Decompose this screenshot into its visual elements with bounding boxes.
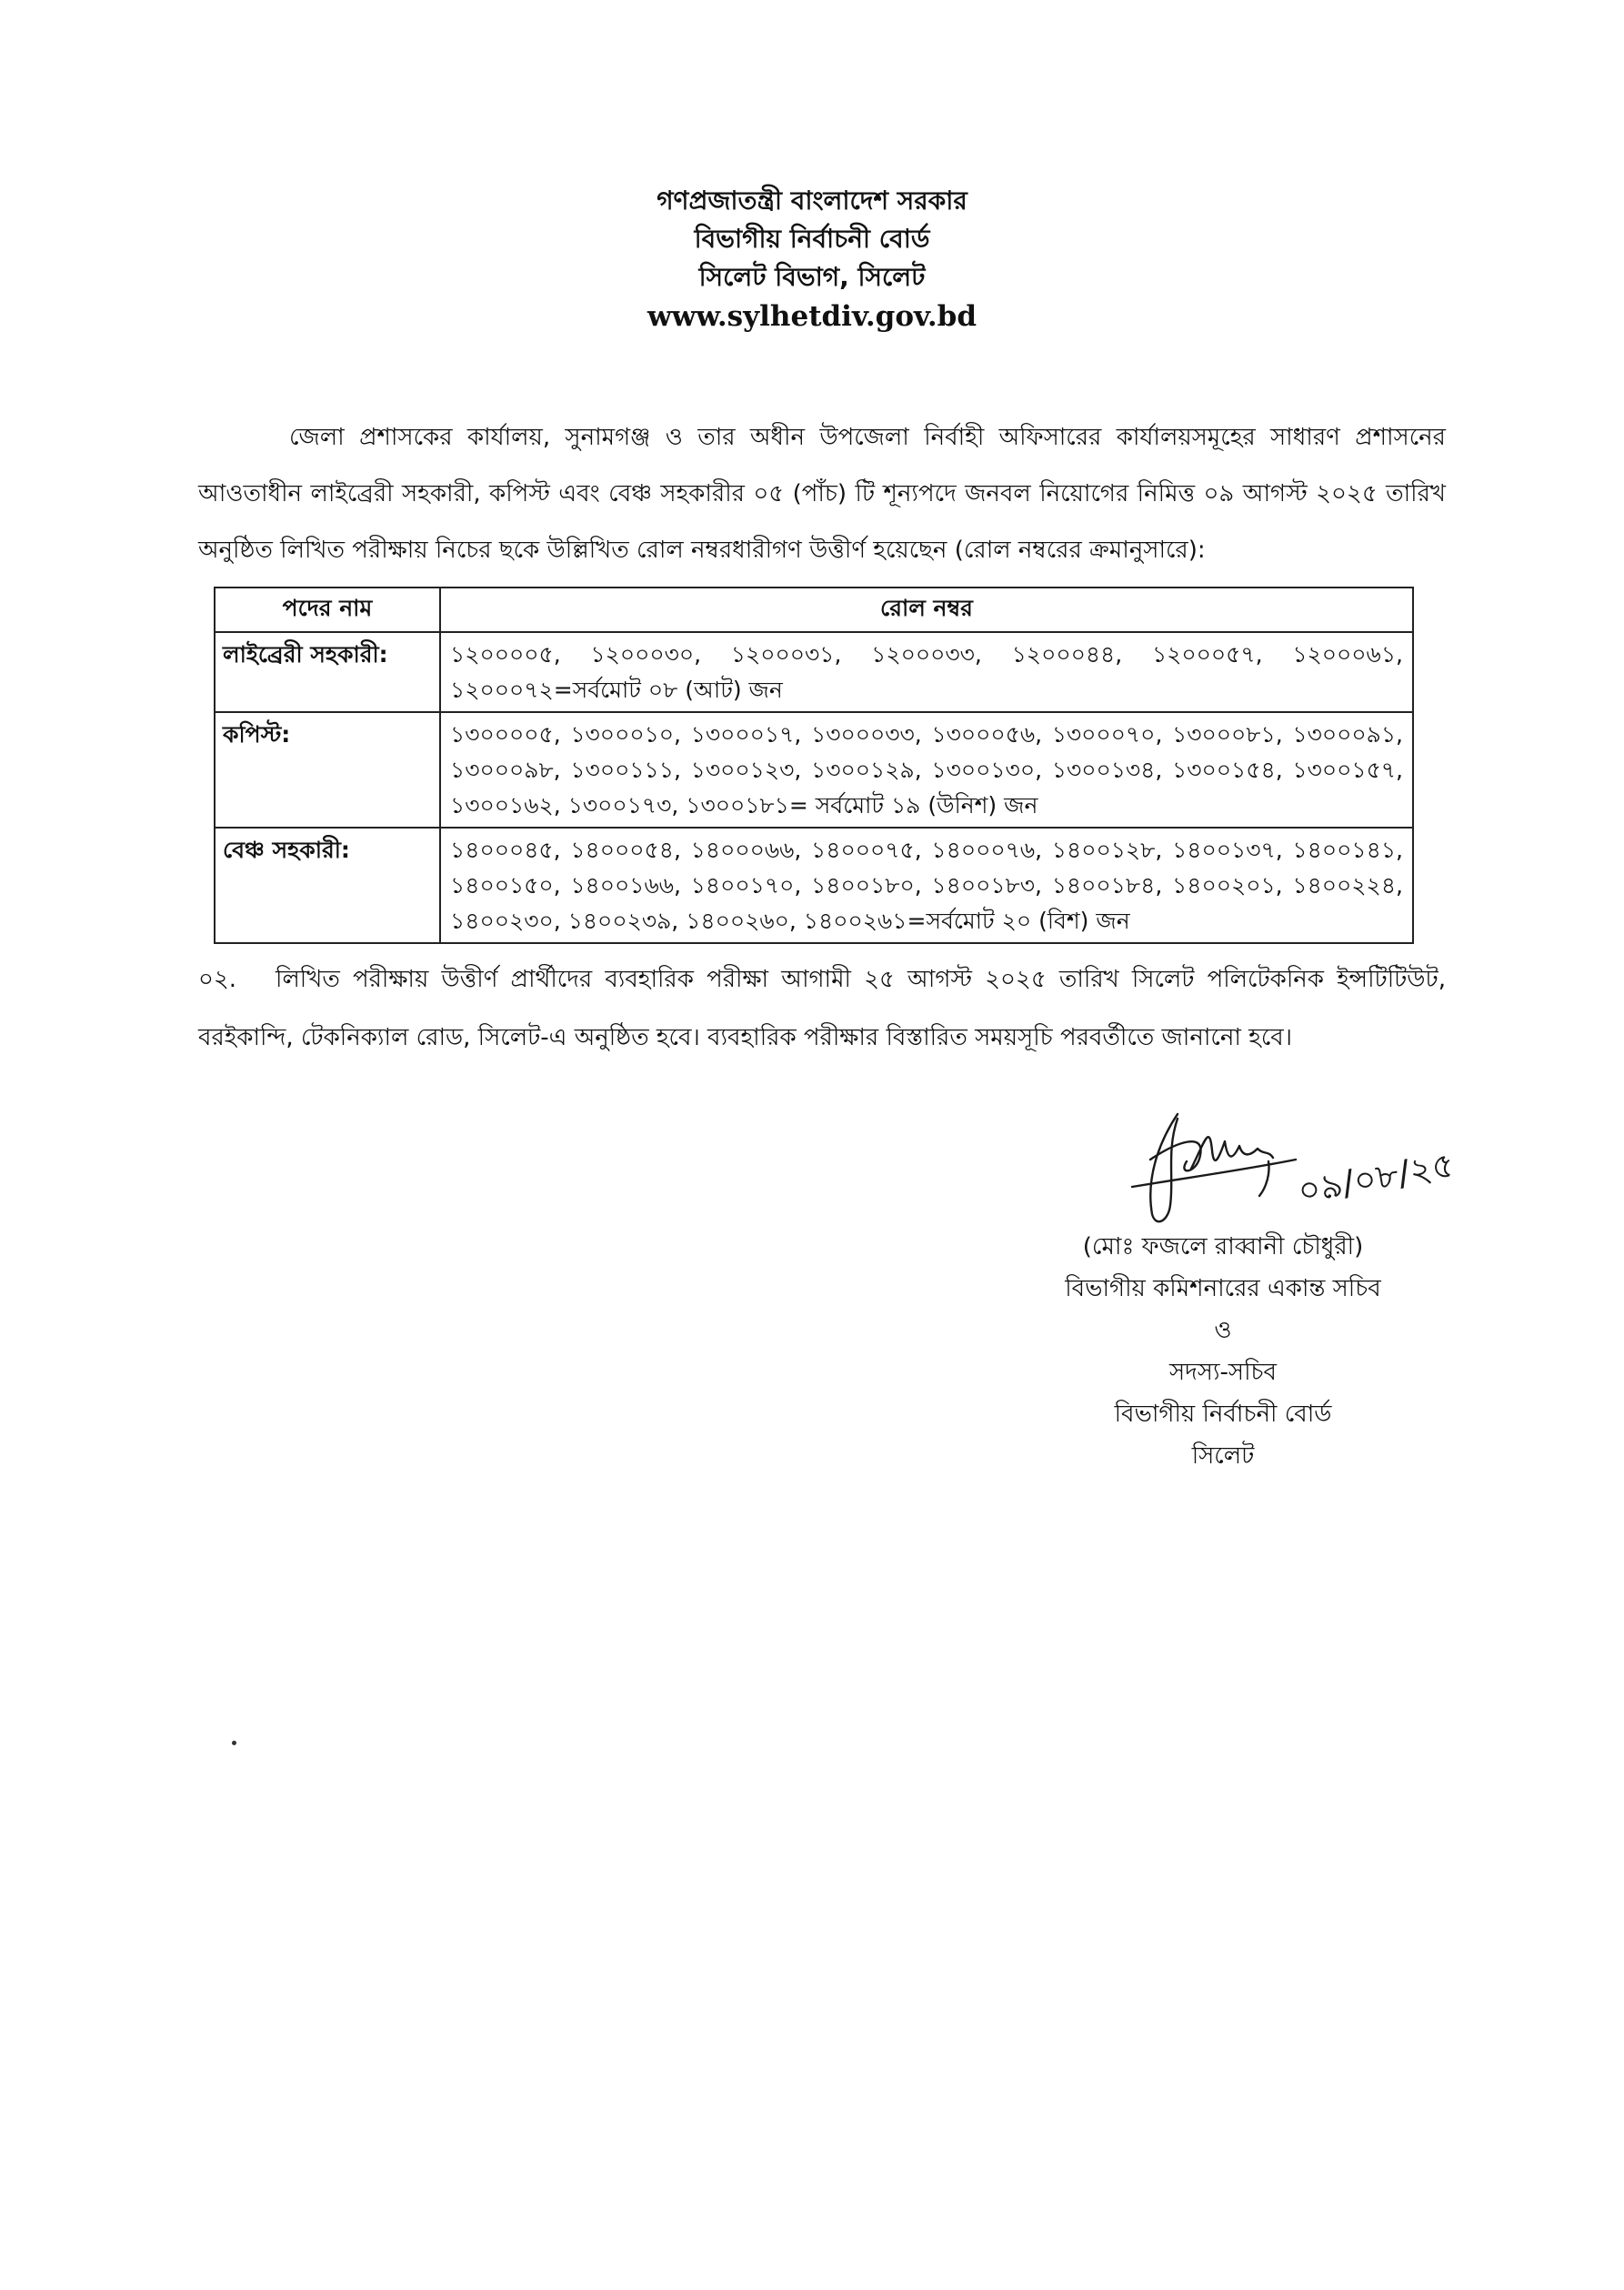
roll-numbers: ১৪০০০৪৫, ১৪০০০৫৪, ১৪০০০৬৬, ১৪০০০৭৫, ১৪০০০৭৬, ১৪০০১২৮, ১৪০০১৩৭, ১৪০০১৪১, ১৪০০১৫০, ১৪০০১৬৬, ১৪০০১৭০, ১৪০০১৮০, ১৪০০১৮৩, ১৪০০১৮৪, ১৪০০২০১, ১৪০০২২৪, ১৪০০২৩০, ১৪০০২৩৯, ১৪০০২৬০, ১৪০০২৬১=সর্বমোট ২০ (বিশ) জন — [440, 828, 1413, 943]
board-name: বিভাগীয় নির্বাচনী বোর্ড — [694, 224, 930, 254]
government-name: গণপ্রজাতন্ত্রী বাংলাদেশ সরকার — [657, 186, 967, 216]
post-name: লাইব্রেরী সহকারী: — [215, 632, 440, 712]
division-name: সিলেট বিভাগ, সিলেট — [698, 262, 926, 292]
table-row — [215, 712, 1413, 828]
practical-exam-paragraph — [198, 950, 1446, 1067]
notice-paragraph: জেলা প্রশাসকের কার্যালয়, সুনামগঞ্জ ও তার অধীন উপজেলা নির্বাহী অফিসারের কার্যালয়সমূহের সাধারণ প্রশাসনের আওতাধীন লাইব্রেরী সহকারী, কপিস্ট এবং বেঞ্চ সহকারীর ০৫ (পাঁচ) টি শূন্যপদে জনবল নিয়োগের নিমিত্ত ০৯ আগস্ট ২০২৫ তারিখ অনুষ্ঠিত লিখিত পরীক্ষায় নিচের ছকে উল্লিখিত রোল নম্বরধারীগণ উত্তীর্ণ হয়েছেন (রোল নম্বরের ক্রমানুসারে): — [198, 424, 1446, 564]
roll-numbers: ১২০০০০৫, ১২০০০৩০, ১২০০০৩১, ১২০০০৩৩, ১২০০০৪৪, ১২০০০৫৭, ১২০০০৬১, ১২০০০৭২=সর্বমোট ০৮ (আট) জন — [440, 632, 1413, 712]
roll-numbers: ১৩০০০০৫, ১৩০০০১০, ১৩০০০১৭, ১৩০০০৩৩, ১৩০০০৫৬, ১৩০০০৭০, ১৩০০০৮১, ১৩০০০৯১, ১৩০০০৯৮, ১৩০০১১১, ১৩০০১২৩, ১৩০০১২৯, ১৩০০১৩০, ১৩০০১৩৪, ১৩০০১৫৪, ১৩০০১৫৭, ১৩০০১৬২, ১৩০০১৭৩, ১৩০০১৮১= সর্বমোট ১৯ (উনিশ) জন — [440, 712, 1413, 828]
signatory-name: (মোঃ ফজলে রাব্বানী চৌধুরী) — [1082, 1233, 1364, 1261]
signatory-title: বিভাগীয় নির্বাচনী বোর্ড — [1114, 1401, 1332, 1428]
signatory-location: সিলেট — [1191, 1442, 1255, 1470]
handwritten-signature — [1114, 1105, 1505, 1237]
table-header-row — [215, 588, 1413, 632]
header-post-name: পদের নাম — [215, 588, 440, 632]
signatory-conjunction: ও — [1214, 1317, 1232, 1344]
paragraph-number: ০২. — [198, 966, 237, 993]
signatory-title: বিভাগীয় কমিশনারের একান্ত সচিব — [1065, 1275, 1381, 1302]
paragraph-text: লিখিত পরীক্ষায় উত্তীর্ণ প্রার্থীদের ব্যবহারিক পরীক্ষা আগামী ২৫ আগস্ট ২০২৫ তারিখ সিলেট পলিটেকনিক ইন্সটিটিউট, বরইকান্দি, টেকনিক্যাল রোড, সিলেট-এ অনুষ্ঠিত হবে। ব্যবহারিক পরীক্ষার বিস্তারিত সময়সূচি পরবর্তীতে জানানো হবে। — [198, 966, 1446, 1051]
signatory-title: সদস্য-সচিব — [1168, 1359, 1278, 1386]
table-row — [215, 828, 1413, 943]
letterhead — [0, 182, 1624, 336]
post-name: বেঞ্চ সহকারী: — [215, 828, 440, 943]
signatory-block — [1023, 1226, 1423, 1477]
results-table — [214, 587, 1414, 944]
website-url: www.sylhetdiv.gov.bd — [647, 300, 977, 333]
stray-mark — [232, 1741, 236, 1745]
header-roll-number: রোল নম্বর — [440, 588, 1413, 632]
signature-date: ০৯/০৮/২৫ — [1294, 1144, 1458, 1211]
table-row — [215, 632, 1413, 712]
post-name: কপিস্ট: — [215, 712, 440, 828]
